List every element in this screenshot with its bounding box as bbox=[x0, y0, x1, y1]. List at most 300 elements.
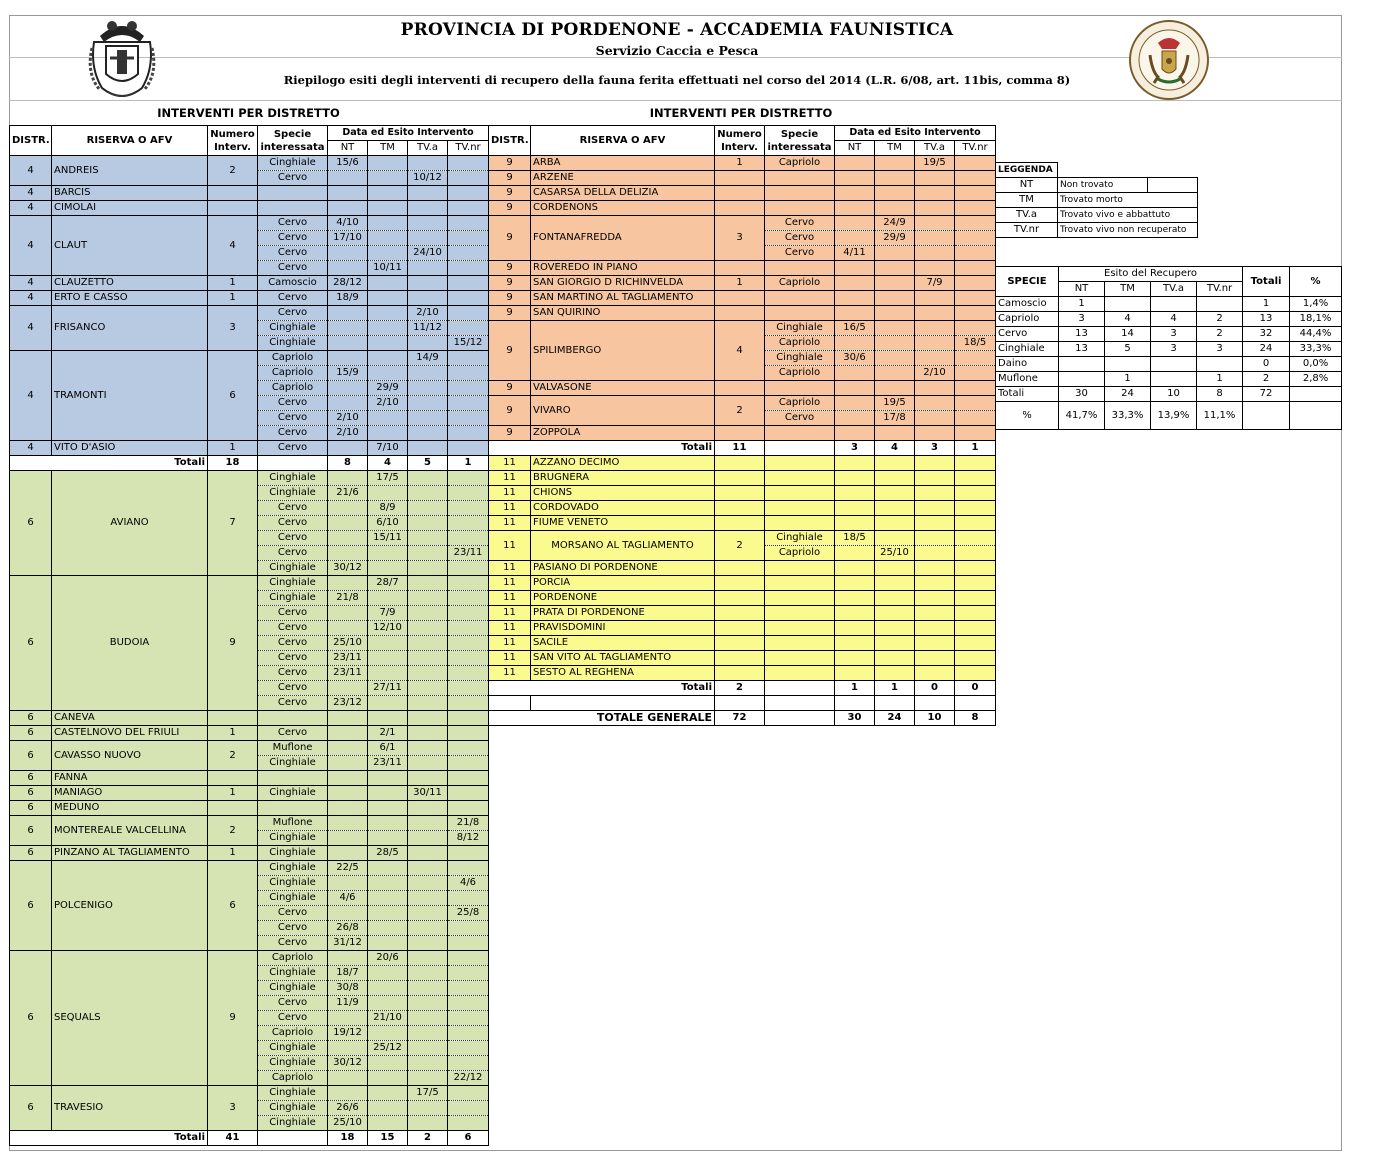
tva-cell bbox=[408, 486, 448, 501]
numero-interventi: 3 bbox=[715, 216, 765, 261]
nt-cell: 30/6 bbox=[835, 351, 875, 366]
specie-cell: Cervo bbox=[258, 681, 328, 696]
nt-cell: 21/6 bbox=[328, 486, 368, 501]
species-value: 2 bbox=[1197, 312, 1243, 327]
tvnr-cell bbox=[955, 261, 996, 276]
tva-cell bbox=[408, 471, 448, 486]
tm-cell: 29/9 bbox=[875, 231, 915, 246]
table-row bbox=[10, 351, 489, 366]
tm-cell: 12/10 bbox=[368, 621, 408, 636]
tva-cell bbox=[915, 471, 955, 486]
left-interventions-table bbox=[9, 125, 489, 1146]
specie-cell: Cinghiale bbox=[258, 966, 328, 981]
numero-interventi: 2 bbox=[208, 156, 258, 186]
numero-interventi: 1 bbox=[208, 441, 258, 456]
col-riserva: RISERVA O AFV bbox=[52, 126, 208, 156]
tva-cell bbox=[915, 426, 955, 441]
tvnr-cell bbox=[448, 996, 489, 1011]
totals-tvnr: 1 bbox=[448, 456, 489, 471]
tva-cell bbox=[408, 531, 448, 546]
distr-cell: 11 bbox=[489, 666, 531, 681]
specie-cell bbox=[765, 501, 835, 516]
tm-cell: 17/5 bbox=[368, 471, 408, 486]
specie-cell: Cervo bbox=[765, 246, 835, 261]
totals-nt: 18 bbox=[328, 1131, 368, 1146]
table-row bbox=[489, 576, 996, 591]
numero-interventi bbox=[715, 471, 765, 486]
tva-cell bbox=[915, 291, 955, 306]
riserva-name: SAN QUIRINO bbox=[531, 306, 715, 321]
riserva-name: PORDENONE bbox=[531, 591, 715, 606]
nt-cell: 23/11 bbox=[328, 666, 368, 681]
species-pct-row bbox=[996, 402, 1342, 430]
species-row bbox=[996, 342, 1342, 357]
nt-cell bbox=[835, 576, 875, 591]
tva-cell: 24/10 bbox=[408, 246, 448, 261]
specie-cell: Cervo bbox=[258, 546, 328, 561]
tva-cell bbox=[408, 801, 448, 816]
tva-cell bbox=[408, 921, 448, 936]
tvnr-cell bbox=[448, 861, 489, 876]
species-value bbox=[1197, 357, 1243, 372]
specie-cell bbox=[765, 606, 835, 621]
tvnr-cell bbox=[448, 696, 489, 711]
species-value: 24 bbox=[1105, 387, 1151, 402]
tm-cell: 21/10 bbox=[368, 1011, 408, 1026]
nt-cell bbox=[835, 231, 875, 246]
tm-cell bbox=[368, 216, 408, 231]
species-value: 18,1% bbox=[1290, 312, 1342, 327]
specie-cell: Cervo bbox=[258, 306, 328, 321]
tvnr-cell bbox=[955, 666, 996, 681]
tm-cell: 7/10 bbox=[368, 441, 408, 456]
tm-cell bbox=[368, 981, 408, 996]
tva-cell bbox=[408, 681, 448, 696]
numero-interventi: 6 bbox=[208, 861, 258, 951]
specie-cell bbox=[765, 261, 835, 276]
tvnr-cell bbox=[955, 276, 996, 291]
specie-cell: Cinghiale bbox=[258, 1086, 328, 1101]
distr-cell: 11 bbox=[489, 561, 531, 576]
species-value: 2 bbox=[1243, 372, 1290, 387]
specie-cell: Cervo bbox=[258, 516, 328, 531]
tm-cell: 10/11 bbox=[368, 261, 408, 276]
distr-cell: 4 bbox=[10, 216, 52, 276]
nt-cell bbox=[835, 201, 875, 216]
tm-cell bbox=[368, 246, 408, 261]
tm-cell bbox=[368, 1101, 408, 1116]
totals-num: 72 bbox=[715, 711, 765, 726]
tva-cell bbox=[408, 891, 448, 906]
numero-interventi bbox=[208, 801, 258, 816]
tm-cell bbox=[875, 156, 915, 171]
specie-cell: Cinghiale bbox=[765, 321, 835, 336]
tm-cell bbox=[875, 381, 915, 396]
tm-cell bbox=[368, 411, 408, 426]
distr-cell: 9 bbox=[489, 291, 531, 306]
specie-cell: Muflone bbox=[258, 741, 328, 756]
nt-cell bbox=[328, 831, 368, 846]
distr-cell: 9 bbox=[489, 426, 531, 441]
specie-cell: Cinghiale bbox=[258, 846, 328, 861]
specie-cell: Cervo bbox=[258, 531, 328, 546]
tm-cell bbox=[368, 1086, 408, 1101]
tva-cell bbox=[408, 1011, 448, 1026]
table-row bbox=[10, 291, 489, 306]
tvnr-cell bbox=[955, 291, 996, 306]
distr-cell: 11 bbox=[489, 486, 531, 501]
nt-cell: 4/6 bbox=[328, 891, 368, 906]
nt-cell bbox=[835, 546, 875, 561]
tva-cell bbox=[915, 531, 955, 546]
tva-cell bbox=[408, 606, 448, 621]
table-row bbox=[10, 741, 489, 756]
species-value: 3 bbox=[1197, 342, 1243, 357]
numero-interventi: 1 bbox=[208, 726, 258, 741]
nt-cell bbox=[835, 336, 875, 351]
specie-cell bbox=[765, 201, 835, 216]
tm-cell bbox=[368, 1026, 408, 1041]
specie-cell: Cervo bbox=[258, 696, 328, 711]
tvnr-cell bbox=[448, 801, 489, 816]
tva-cell bbox=[915, 456, 955, 471]
tm-cell bbox=[875, 561, 915, 576]
tvnr-cell bbox=[955, 456, 996, 471]
totals-num: 41 bbox=[208, 1131, 258, 1146]
distr-cell: 6 bbox=[10, 801, 52, 816]
tva-cell bbox=[408, 501, 448, 516]
tva-cell bbox=[915, 321, 955, 336]
col-distr: DISTR. bbox=[10, 126, 52, 156]
specie-cell: Capriolo bbox=[765, 366, 835, 381]
tva-cell bbox=[915, 336, 955, 351]
species-value: 1 bbox=[1059, 297, 1105, 312]
specie-cell bbox=[258, 201, 328, 216]
table-row bbox=[10, 951, 489, 966]
table-row bbox=[489, 321, 996, 336]
distr-cell: 11 bbox=[489, 471, 531, 486]
specie-cell: Cinghiale bbox=[258, 336, 328, 351]
nt-cell bbox=[835, 156, 875, 171]
nt-cell: 18/9 bbox=[328, 291, 368, 306]
totals-tm: 24 bbox=[875, 711, 915, 726]
totals-tvnr: 6 bbox=[448, 1131, 489, 1146]
tm-cell bbox=[368, 816, 408, 831]
specie-cell: Cervo bbox=[258, 651, 328, 666]
tm-cell bbox=[368, 186, 408, 201]
nt-cell bbox=[328, 846, 368, 861]
table-row bbox=[10, 276, 489, 291]
species-value: 0 bbox=[1243, 357, 1290, 372]
specie-cell bbox=[765, 486, 835, 501]
tva-cell bbox=[408, 1026, 448, 1041]
tvnr-cell: 23/11 bbox=[448, 546, 489, 561]
species-value: 2,8% bbox=[1290, 372, 1342, 387]
col-data-esito: Data ed Esito Intervento bbox=[328, 126, 489, 141]
table-row bbox=[489, 621, 996, 636]
tvnr-cell bbox=[448, 576, 489, 591]
species-value: 30 bbox=[1059, 387, 1105, 402]
species-col-totali: Totali bbox=[1243, 267, 1290, 297]
distr-cell: 11 bbox=[489, 501, 531, 516]
distr-cell: 4 bbox=[10, 441, 52, 456]
tvnr-cell bbox=[955, 366, 996, 381]
nt-cell bbox=[328, 951, 368, 966]
nt-cell: 30/12 bbox=[328, 561, 368, 576]
nt-cell bbox=[835, 606, 875, 621]
specie-cell: Cervo bbox=[258, 441, 328, 456]
tm-cell bbox=[875, 651, 915, 666]
species-name: Daino bbox=[996, 357, 1059, 372]
species-value bbox=[1151, 297, 1197, 312]
numero-interventi: 1 bbox=[715, 276, 765, 291]
tva-cell bbox=[408, 876, 448, 891]
species-value: 4 bbox=[1105, 312, 1151, 327]
numero-interventi: 1 bbox=[208, 276, 258, 291]
distr-cell: 11 bbox=[489, 576, 531, 591]
riserva-name: ROVEREDO IN PIANO bbox=[531, 261, 715, 276]
totals-tm: 4 bbox=[875, 441, 915, 456]
riserva-name: MORSANO AL TAGLIAMENTO bbox=[531, 531, 715, 561]
distr-cell: 4 bbox=[10, 291, 52, 306]
tm-cell bbox=[875, 336, 915, 351]
species-value: 5 bbox=[1105, 342, 1151, 357]
tva-cell bbox=[408, 396, 448, 411]
nt-cell bbox=[328, 381, 368, 396]
tm-cell bbox=[368, 351, 408, 366]
tva-cell bbox=[408, 666, 448, 681]
species-value: 8 bbox=[1197, 387, 1243, 402]
distr-cell: 9 bbox=[489, 276, 531, 291]
table-row bbox=[489, 186, 996, 201]
tm-cell bbox=[368, 666, 408, 681]
distr-cell: 9 bbox=[489, 201, 531, 216]
riserva-name: FIUME VENETO bbox=[531, 516, 715, 531]
specie-cell: Cinghiale bbox=[258, 576, 328, 591]
tvnr-cell bbox=[448, 636, 489, 651]
tva-cell bbox=[915, 246, 955, 261]
tva-cell bbox=[408, 996, 448, 1011]
tvnr-cell bbox=[448, 231, 489, 246]
distr-cell: 6 bbox=[10, 951, 52, 1086]
tvnr-cell bbox=[448, 681, 489, 696]
col-nt: NT bbox=[835, 141, 875, 156]
numero-interventi bbox=[715, 186, 765, 201]
tm-cell bbox=[368, 201, 408, 216]
specie-cell: Cervo bbox=[765, 216, 835, 231]
table-row bbox=[10, 816, 489, 831]
riserva-name: SAN GIORGIO D RICHINVELDA bbox=[531, 276, 715, 291]
numero-interventi bbox=[715, 666, 765, 681]
riserva-name: SPILIMBERGO bbox=[531, 321, 715, 381]
totals-num: 18 bbox=[208, 456, 258, 471]
nt-cell bbox=[328, 501, 368, 516]
tva-cell bbox=[408, 846, 448, 861]
species-summary-table: SPECIE Esito del Recupero Totali % NT TM TV.a TV.nr Camoscio 1 1 1,4% Capriolo 3 4 4 2 13 18,1% Cervo 13 14 3 2 32 44,4% Cinghiale 13 5 3 3 24 33,3% Daino 0 0,0% Muflone 1 1 2 2,8% Totali 30 24 10 8 72 % 41,7% 33,3% 13,9% 11,1% bbox=[995, 266, 1342, 430]
species-name: Camoscio bbox=[996, 297, 1059, 312]
riserva-name: AZZANO DECIMO bbox=[531, 456, 715, 471]
tvnr-cell bbox=[448, 771, 489, 786]
distr-cell: 9 bbox=[489, 261, 531, 276]
riserva-name: SEQUALS bbox=[52, 951, 208, 1086]
col-numero: Numero Interv. bbox=[208, 126, 258, 156]
numero-interventi bbox=[715, 636, 765, 651]
legend-item: TM Trovato morto bbox=[996, 193, 1198, 208]
tm-cell bbox=[368, 771, 408, 786]
species-value bbox=[1151, 357, 1197, 372]
table-row bbox=[489, 306, 996, 321]
specie-cell: Cervo bbox=[258, 1011, 328, 1026]
table-row bbox=[10, 576, 489, 591]
numero-interventi bbox=[208, 201, 258, 216]
numero-interventi: 1 bbox=[208, 846, 258, 861]
tva-cell: 19/5 bbox=[915, 156, 955, 171]
tvnr-cell bbox=[448, 1026, 489, 1041]
tvnr-cell bbox=[448, 186, 489, 201]
table-row bbox=[489, 201, 996, 216]
tm-cell: 24/9 bbox=[875, 216, 915, 231]
riserva-name: CLAUZETTO bbox=[52, 276, 208, 291]
table-row bbox=[489, 486, 996, 501]
tva-cell bbox=[408, 711, 448, 726]
tvnr-cell bbox=[448, 666, 489, 681]
tvnr-cell bbox=[448, 966, 489, 981]
tva-cell bbox=[915, 231, 955, 246]
table-row bbox=[489, 261, 996, 276]
legend-item: TV.a Trovato vivo e abbattuto bbox=[996, 208, 1198, 223]
tvnr-cell bbox=[448, 1041, 489, 1056]
species-value: 33,3% bbox=[1290, 342, 1342, 357]
table-row bbox=[489, 396, 996, 411]
riserva-name: SAN MARTINO AL TAGLIAMENTO bbox=[531, 291, 715, 306]
tvnr-cell: 21/8 bbox=[448, 816, 489, 831]
riserva-name: BARCIS bbox=[52, 186, 208, 201]
nt-cell: 18/7 bbox=[328, 966, 368, 981]
nt-cell bbox=[328, 261, 368, 276]
col-tva: TV.a bbox=[915, 141, 955, 156]
tva-cell: 10/12 bbox=[408, 171, 448, 186]
col-riserva: RISERVA O AFV bbox=[531, 126, 715, 156]
tvnr-cell bbox=[448, 531, 489, 546]
tm-cell bbox=[875, 621, 915, 636]
numero-interventi: 2 bbox=[208, 816, 258, 846]
specie-cell: Cinghiale bbox=[258, 471, 328, 486]
nt-cell bbox=[835, 381, 875, 396]
riserva-name: CASARSA DELLA DELIZIA bbox=[531, 186, 715, 201]
tm-cell bbox=[875, 516, 915, 531]
numero-interventi bbox=[208, 186, 258, 201]
species-value: 10 bbox=[1151, 387, 1197, 402]
specie-cell: Camoscio bbox=[258, 276, 328, 291]
tm-cell bbox=[875, 426, 915, 441]
tva-cell: 2/10 bbox=[915, 366, 955, 381]
tva-cell bbox=[408, 261, 448, 276]
tm-cell bbox=[368, 486, 408, 501]
species-row bbox=[996, 297, 1342, 312]
riserva-name: PRAVISDOMINI bbox=[531, 621, 715, 636]
tva-cell bbox=[915, 306, 955, 321]
riserva-name: CIMOLAI bbox=[52, 201, 208, 216]
nt-cell bbox=[835, 411, 875, 426]
nt-cell: 23/12 bbox=[328, 696, 368, 711]
numero-interventi bbox=[208, 771, 258, 786]
specie-cell: Cervo bbox=[258, 171, 328, 186]
tva-cell bbox=[408, 381, 448, 396]
nt-cell: 21/8 bbox=[328, 591, 368, 606]
totals-num: 2 bbox=[715, 681, 765, 696]
nt-cell bbox=[328, 201, 368, 216]
species-value: 4 bbox=[1151, 312, 1197, 327]
tm-cell bbox=[368, 696, 408, 711]
specie-cell: Cinghiale bbox=[258, 981, 328, 996]
tm-cell bbox=[875, 171, 915, 186]
nt-cell bbox=[328, 351, 368, 366]
species-value: 13 bbox=[1243, 312, 1290, 327]
numero-interventi: 4 bbox=[208, 216, 258, 276]
tva-cell bbox=[915, 381, 955, 396]
nt-cell bbox=[328, 1041, 368, 1056]
species-col-specie: SPECIE bbox=[996, 267, 1059, 297]
tvnr-cell bbox=[448, 426, 489, 441]
specie-cell: Cervo bbox=[258, 936, 328, 951]
tm-cell: 28/7 bbox=[368, 576, 408, 591]
tm-cell bbox=[368, 426, 408, 441]
tva-cell: 30/11 bbox=[408, 786, 448, 801]
col-data-esito: Data ed Esito Intervento bbox=[835, 126, 996, 141]
tm-cell bbox=[875, 306, 915, 321]
totals-label: TOTALE GENERALE bbox=[489, 711, 715, 726]
col-tvnr: TV.nr bbox=[955, 141, 996, 156]
tvnr-cell bbox=[448, 291, 489, 306]
tm-cell: 15/11 bbox=[368, 531, 408, 546]
nt-cell: 26/8 bbox=[328, 921, 368, 936]
riserva-name: PASIANO DI PORDENONE bbox=[531, 561, 715, 576]
specie-cell: Cervo bbox=[765, 411, 835, 426]
riserva-name: BRUGNERA bbox=[531, 471, 715, 486]
nt-cell: 15/9 bbox=[328, 366, 368, 381]
nt-cell: 11/9 bbox=[328, 996, 368, 1011]
tm-cell bbox=[875, 501, 915, 516]
specie-cell bbox=[765, 516, 835, 531]
tvnr-cell bbox=[448, 411, 489, 426]
specie-cell bbox=[765, 561, 835, 576]
totals-tva: 0 bbox=[915, 681, 955, 696]
specie-cell: Cervo bbox=[258, 621, 328, 636]
species-col-esito: Esito del Recupero bbox=[1059, 267, 1243, 282]
numero-interventi bbox=[715, 306, 765, 321]
tva-cell: 7/9 bbox=[915, 276, 955, 291]
species-value bbox=[1059, 357, 1105, 372]
riserva-name: BUDOIA bbox=[52, 576, 208, 711]
specie-cell bbox=[765, 666, 835, 681]
tm-cell bbox=[368, 711, 408, 726]
nt-cell bbox=[328, 186, 368, 201]
species-value bbox=[1105, 297, 1151, 312]
tvnr-cell bbox=[955, 606, 996, 621]
specie-cell: Cinghiale bbox=[258, 1101, 328, 1116]
tva-cell bbox=[408, 276, 448, 291]
tvnr-cell bbox=[448, 651, 489, 666]
distr-cell: 6 bbox=[10, 771, 52, 786]
tva-cell bbox=[408, 201, 448, 216]
table-row bbox=[489, 471, 996, 486]
riserva-name: SAN VITO AL TAGLIAMENTO bbox=[531, 651, 715, 666]
tm-cell: 27/11 bbox=[368, 681, 408, 696]
distr-cell: 4 bbox=[10, 186, 52, 201]
table-row bbox=[10, 711, 489, 726]
species-value: 1 bbox=[1105, 372, 1151, 387]
tm-cell bbox=[875, 186, 915, 201]
